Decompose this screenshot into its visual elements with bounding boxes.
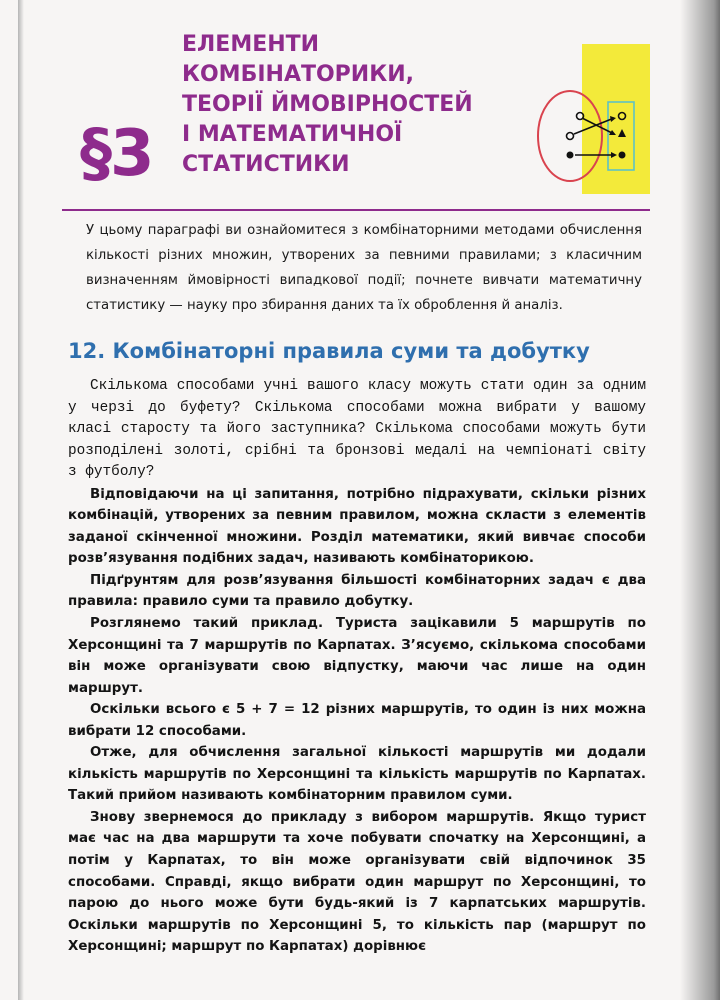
paragraph: Скількома способами учні вашого класу можуть стати один за одним у черзі до буфету? Скількома способами можна вибрати у вашому класі старосту та його заступника? Скількома способами можуть бути розподілені золоті, срібні та бронзові медалі на чемпіонаті світу з футболу? [68,378,646,481]
paragraph [68,484,646,570]
emblem-dot [567,133,574,140]
title-line: ТЕОРІЇ ЙМОВІРНОСТЕЙ [182,92,473,117]
emblem-dot [567,152,574,159]
term-combinatorics: комбінаторикою. [400,551,534,567]
title-line: ЕЛЕМЕНТИ [182,32,320,57]
paragraph [68,742,646,807]
title-line: І МАТЕМАТИЧНОЇ [182,122,403,147]
paragraph: Розглянемо такий приклад. Туриста зацікавили 5 маршрутів по Херсонщині та 7 маршрутів по Карпатах. З’ясуємо, скількома способами він може організувати свою відпустку, маючи час лише на один маршрут. [68,616,646,696]
paragraph: Підґрунтям для розв’язування більшості комбінаторних задач є два правила: правило суми та правило добутку. [68,572,646,610]
chapter-header [62,30,662,205]
page-binding-shadow [18,0,24,1000]
emblem-dot [619,152,626,159]
header-divider [62,209,650,211]
body-text [68,376,646,958]
section-heading: 12. Комбінаторні правила суми та добутку [68,339,590,363]
paragraph-text: Відповідаючи на ці запитання, потрібно підрахувати, скільки різних комбінацій, утворених за певним правилом, можна скласти з елементів заданої скінченної множини. Розділ математики, який вивчає способи розв’язування подібних задач, називають [68,486,646,567]
combinatorics-emblem-icon [530,44,650,194]
title-line: КОМБІНАТОРИКИ, [182,62,414,87]
term-sum-rule: правилом суми. [390,788,513,804]
paragraph-intro: У цьому параграфі ви ознайомитеся з комбінаторними методами обчислення кількості різних множин, утворених за певними правилами; з класичним визначенням ймовірності випадкової події; почнете вивчати математичну статистику — науку про збирання даних та їх оброблення й аналіз. [86,223,642,313]
paragraph: Оскільки всього є 5 + 7 = 12 різних маршрутів, то один із них можна вибрати 12 способами. [68,702,646,739]
paragraph-text: Отже, для обчислення загальної кількості маршрутів ми додали кількість маршрутів по Херсонщині та кількість маршрутів по Карпатах. Такий прийом називають комбінаторним [68,745,646,804]
page-edge-shadow [680,0,720,1000]
paragraph: Знову звернемося до прикладу з вибором маршрутів. Якщо турист має час на два маршрути та хоче побувати спочатку на Херсонщині, а потім у Карпатах, то він може організувати свій відпочинок 35 способами. Справді, якщо вибрати один маршрут по Херсонщині, то парою до нього може бути будь-який із 7 карпатських маршрутів. Оскільки маршрутів по Херсонщині 5, то кількість пар (маршрут по Херсонщині; маршрут по Карпатах) дорівнює [68,809,646,955]
chapter-title [182,30,522,180]
emblem-yellow-panel [582,44,650,194]
title-line: СТАТИСТИКИ [182,152,350,177]
section-number: §3 [80,117,153,191]
